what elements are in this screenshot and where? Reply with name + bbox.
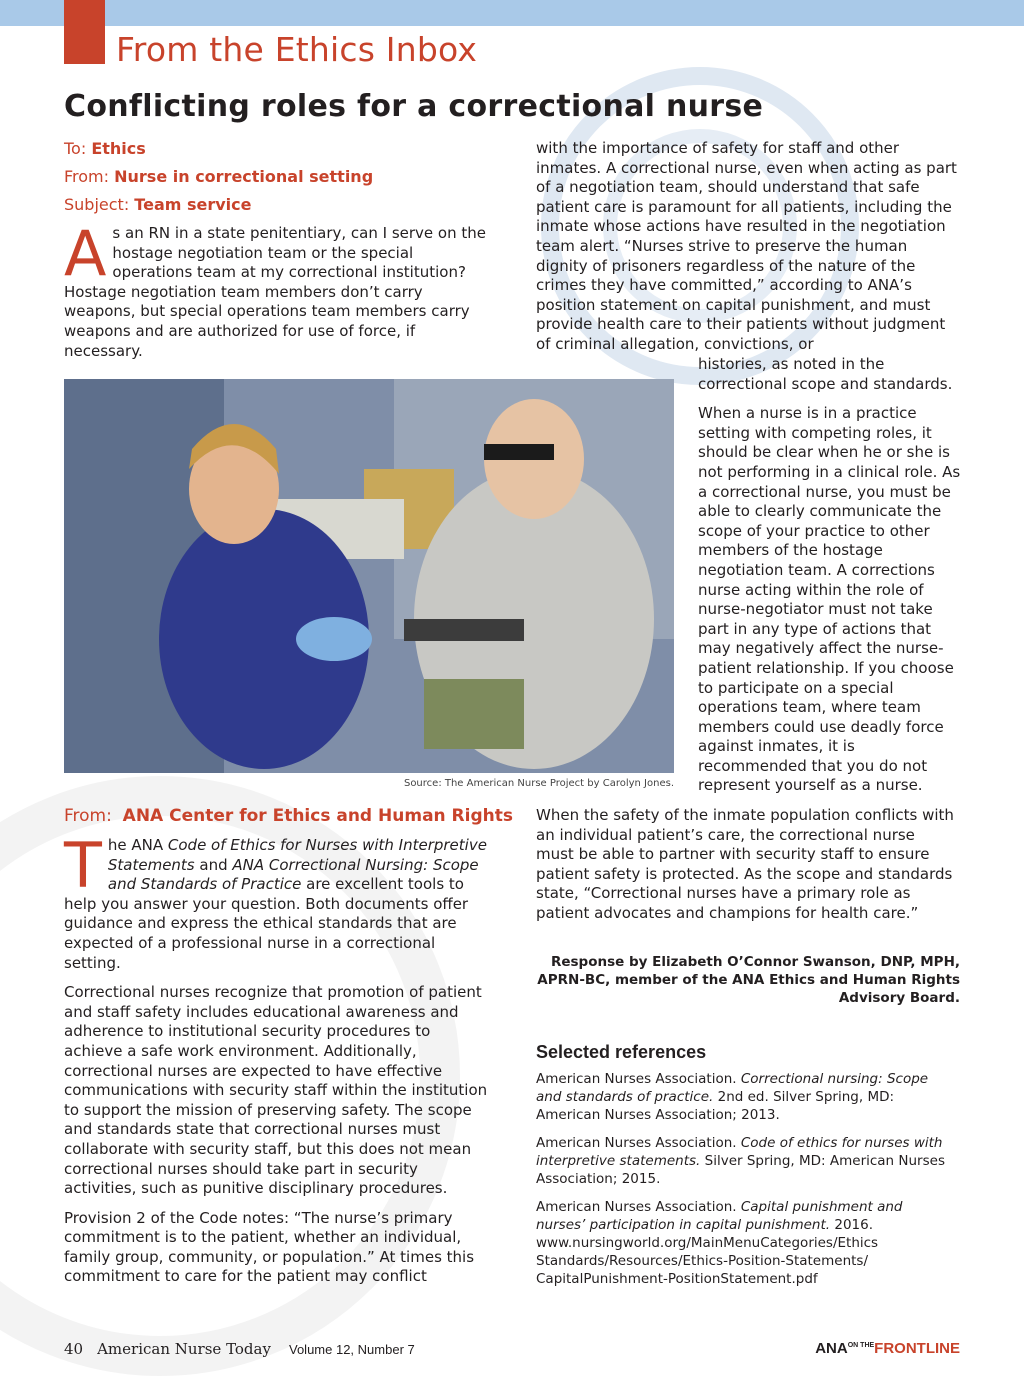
photo-illustration: [64, 379, 674, 773]
reference-item: American Nurses Association. Code of ethics for nurses with interpretive statements. Silver Spring, MD: American Nurses Association; 2015.: [536, 1135, 945, 1187]
left-paragraph-3: Provision 2 of the Code notes: “The nurse’s primary commitment is to the patient, whether an individual, family group, community, or population.” At times this commitment to care for the patient may conflict: [64, 1208, 475, 1286]
response-from-line: From: ANA Center for Ethics and Human Rights: [64, 806, 513, 826]
right-column-bottom: When the safety of the inmate population conflicts with an individual patient’s care, the correctional nurse must be able to partner with security staff to ensure patient safety is protected. As the scope and standards state, “Correctional nurses have a primary role as patient advocates and champions for health care.”: [536, 806, 954, 922]
section-marker: [64, 0, 105, 64]
from-line: From: Nurse in correctional setting: [64, 167, 374, 186]
references-heading: Selected references: [536, 1042, 707, 1062]
reference-item: American Nurses Association. Correctional nursing: Scope and standards of practice. 2nd ed. Silver Spring, MD: American Nurses Association; 2013.: [536, 1071, 929, 1123]
volume-info: Volume 12, Number 7: [289, 1342, 415, 1357]
right-narrow-paragraph-2: When a nurse is in a practice setting with competing roles, it should be clear when he or she is not performing in a clinical role. As a correctional nurse, you must be able to clearly communicate the scope of your practice to other members of the hostage negotiation team. A corrections nurse acting within the role of nurse-negotiator must not take part in any type of actions that may negatively affect the nurse-patient relationship. If you choose to participate on a special operations team, where team members could use deadly force against inmates, it is recommended that you do not represent yourself as a nurse.: [698, 404, 961, 795]
to-line: To: Ethics: [64, 139, 146, 158]
left-paragraph-2: Correctional nurses recognize that promotion of patient and staff safety includes educational awareness and adherence to institutional security procedures to achieve a safe work environment. Additionally, correctional nurses are expected to have effective communications with security staff within the institution to support the mission of preserving safety. The scope and standards state that correctional nurses must collaborate with security staff, but this does not mean correctional nurses should take part in security activities, such as punitive disciplinary procedures.: [64, 983, 488, 1198]
ana-frontline-logo: $ANA^{ON THE}FRONTLINE$: [815, 1340, 960, 1357]
response-dropcap: T: [64, 829, 102, 902]
magazine-name: American Nurse Today: [97, 1340, 271, 1358]
left-column-body: [64, 829, 490, 1297]
section-title: From the Ethics Inbox: [116, 30, 478, 69]
right-narrow-column: [698, 355, 962, 806]
left-paragraph-1: The ANA Code of Ethics for Nurses with Interpretive Statements and ANA Correctional Nursing: Scope and Standards of Practice are excellent tools to help you answer your question. Both documents offer guidance and express the ethical standards that are expected of a professional nurse in a correctional setting.: [64, 829, 487, 972]
question-text: As an RN in a state penitentiary, can I serve on the hostage negotiation team or the special operations team at my correctional institution? Hostage negotiation team members don’t carry weapons, but special operations team members carry weapons and are authorized for use of force, if necessary.: [64, 217, 486, 360]
question-dropcap: A: [64, 217, 107, 290]
reference-item: American Nurses Association. Capital punishment and nurses’ participation in capital punishment. 2016. www.nursingworld.org/MainMenuCategories/Ethics Standards/Resources/Ethics-Position-Statements/ CapitalPunishment-PositionStatement.pdf: [536, 1199, 903, 1287]
footer-page-info: [64, 1340, 271, 1358]
page-number: 40: [64, 1340, 84, 1358]
subject-line: Subject: Team service: [64, 195, 252, 214]
right-column-top: with the importance of safety for staff and other inmates. A correctional nurse, even when acting as part of a negotiation team, should understand that safe patient care is paramount for all patients, including the inmate whose actions have resulted in the negotiation team alert. “Nurses strive to preserve the human dignity of prisoners regardless of the nature of the crimes they have committed,” according to ANA’s position statement on capital punishment, and must provide health care to their patients without judgment of criminal allegation, convictions, or: [536, 139, 957, 353]
photo-caption: Source: The American Nurse Project by Carolyn Jones.: [403, 778, 674, 789]
references-list: [536, 1070, 956, 1298]
article-headline: Conflicting roles for a correctional nurse: [64, 89, 764, 124]
article-photo: [64, 379, 674, 773]
top-color-bar: [0, 0, 1024, 26]
right-narrow-paragraph-1: histories, as noted in the correctional scope and standards.: [698, 355, 953, 393]
response-signoff: Response by Elizabeth O’Connor Swanson, DNP, MPH, APRN-BC, member of the ANA Ethics and Human Rights Advisory Board.: [537, 954, 960, 1006]
